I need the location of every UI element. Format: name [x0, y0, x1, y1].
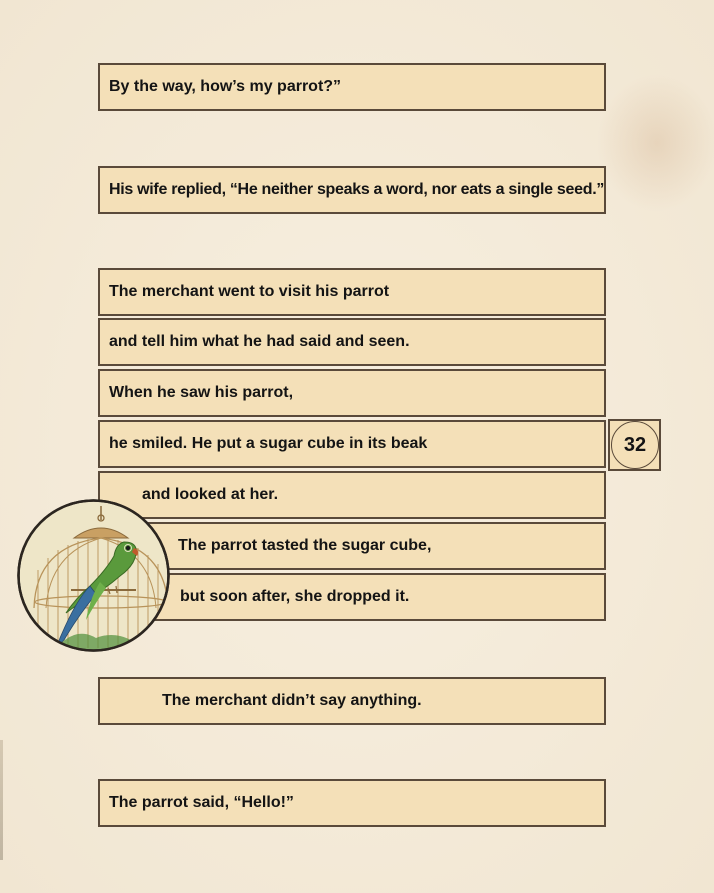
text-line-8: The parrot tasted the sugar cube,: [178, 537, 432, 554]
text-box-10: [98, 677, 606, 725]
text-line-4: and tell him what he had said and seen.: [109, 333, 410, 350]
text-box-3: [98, 268, 606, 316]
text-box-1: [98, 63, 606, 111]
text-box-11: [98, 779, 606, 827]
text-line-6: he smiled. He put a sugar cube in its beak: [109, 435, 428, 452]
text-line-9: but soon after, she dropped it.: [180, 588, 410, 605]
text-line-10: The merchant didn’t say anything.: [162, 692, 422, 709]
text-box-6: [98, 420, 606, 468]
page-number-circle: [611, 421, 659, 469]
text-line-2: His wife replied, “He neither speaks a word, nor eats a single seed.”: [109, 181, 605, 198]
page-number-box: [608, 419, 661, 471]
page-number: 32: [623, 433, 647, 456]
text-line-11: The parrot said, “Hello!”: [109, 794, 294, 811]
text-line-1: By the way, how’s my parrot?”: [109, 78, 342, 95]
text-line-5: When he saw his parrot,: [109, 384, 294, 401]
page-edge-shadow: [0, 740, 3, 860]
text-line-7: and looked at her.: [142, 486, 279, 503]
text-box-7: [98, 471, 606, 519]
text-box-8: [98, 522, 606, 570]
text-box-9: [98, 573, 606, 621]
text-box-2: [98, 166, 606, 214]
text-box-5: [98, 369, 606, 417]
text-line-3: The merchant went to visit his parrot: [109, 283, 390, 300]
text-box-4: [98, 318, 606, 366]
parrot-in-cage-icon: [16, 498, 171, 653]
